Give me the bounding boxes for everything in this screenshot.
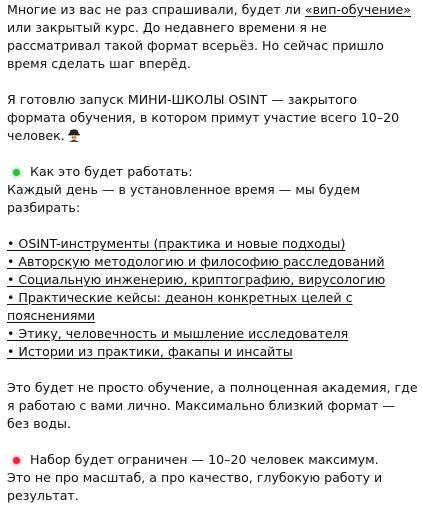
spacer	[7, 361, 419, 379]
topic-link[interactable]: • Этику, человечность и мышление исследователя	[7, 326, 349, 341]
vip-training-link[interactable]: «вип-обучение»	[304, 2, 411, 17]
how-it-works-body: Каждый день — в установленное время — мы будем разбирать:	[7, 182, 360, 215]
topic-link[interactable]: • Истории из практики, факапы и инсайты	[7, 344, 293, 359]
detective-icon	[67, 128, 81, 142]
academy-paragraph: Это будет не просто обучение, а полноценная академия, где я работаю с вами лично. Максимально близкий формат — без воды.	[7, 380, 418, 431]
intro-paragraph	[7, 1, 419, 73]
how-it-works-heading-text: Как это будет работать:	[30, 164, 193, 179]
list-item[interactable]	[7, 253, 419, 271]
topic-link[interactable]: • Социальную инженерию, криптографию, вирусологию	[7, 272, 386, 287]
topic-link[interactable]: • OSINT-инструменты (практика и новые подходы)	[7, 236, 346, 251]
how-it-works-heading	[7, 163, 419, 181]
limit-heading	[7, 451, 419, 469]
list-item[interactable]	[7, 235, 419, 253]
limit-body: Это не про масштаб, а про качество, глубокую работу и результат.	[7, 470, 383, 503]
announcement-text: Я готовлю запуск МИНИ-ШКОЛЫ OSINT — закрытого формата обучения, в котором примут участие всего 10–20 человек.	[7, 92, 400, 143]
announcement-paragraph	[7, 91, 419, 145]
list-item[interactable]	[7, 325, 419, 343]
spacer	[7, 433, 419, 451]
spacer	[7, 217, 419, 235]
list-item[interactable]	[7, 289, 419, 325]
list-item[interactable]	[7, 271, 419, 289]
topic-link[interactable]: • Практические кейсы: деанон конкретных целей с пояснениями	[7, 290, 353, 323]
red-circle-icon	[13, 457, 20, 464]
spacer	[7, 73, 419, 91]
green-circle-icon	[13, 169, 20, 176]
limit-heading-text: Набор будет ограничен — 10–20 человек максимум.	[30, 452, 379, 467]
intro-text-before: Многие из вас не раз спрашивали, будет ли	[7, 2, 305, 17]
topic-link[interactable]: • Авторскую методологию и философию расследований	[7, 254, 385, 269]
spacer	[7, 145, 419, 163]
list-item[interactable]	[7, 343, 419, 361]
topics-list	[7, 235, 419, 361]
message-body	[7, 1, 419, 505]
intro-text-after: или закрытый курс. До недавнего времени я не рассматривал такой формат всерьёз. Но сейчас пришло время сделать шаг вперёд.	[7, 20, 384, 71]
